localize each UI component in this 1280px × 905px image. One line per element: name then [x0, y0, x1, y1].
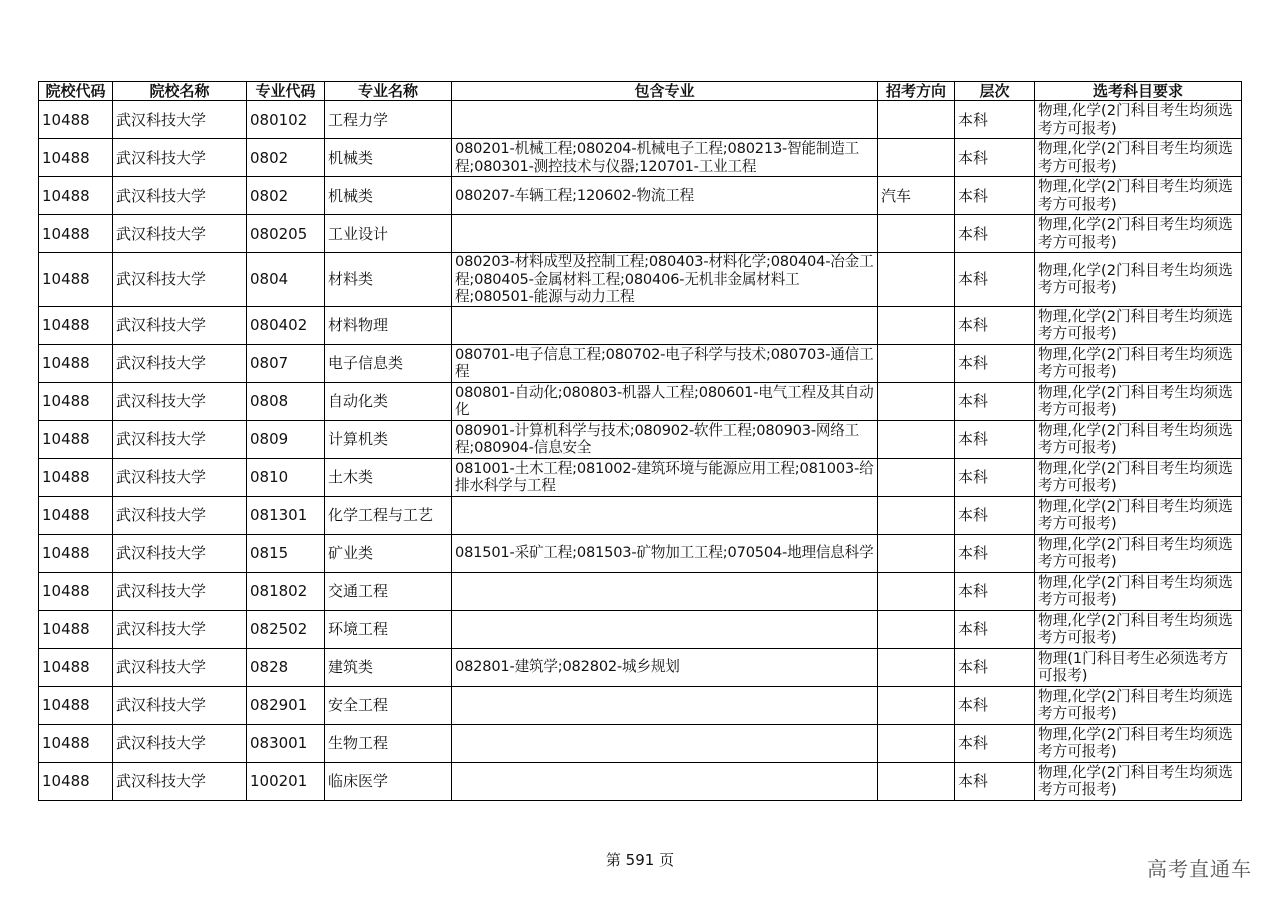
subject-requirement-cell: 物理,化学(2门科目考生均须选考方可报考) — [1035, 496, 1242, 534]
direction-cell — [878, 139, 955, 177]
level-cell: 本科 — [955, 648, 1035, 686]
direction-cell: 汽车 — [878, 177, 955, 215]
direction-cell — [878, 496, 955, 534]
school-name-cell: 武汉科技大学 — [113, 177, 247, 215]
included-majors-cell: 080901-计算机科学与技术;080902-软件工程;080903-网络工程;080904-信息安全 — [452, 420, 878, 458]
school-name-cell: 武汉科技大学 — [113, 724, 247, 762]
major-name-cell: 自动化类 — [325, 382, 452, 420]
watermark-text: 高考直通车 — [1147, 857, 1252, 881]
header-direction: 招考方向 — [878, 82, 955, 101]
table-row — [39, 215, 1242, 253]
header-major-name: 专业名称 — [325, 82, 452, 101]
school-name-cell: 武汉科技大学 — [113, 253, 247, 307]
school-code-cell: 10488 — [39, 610, 113, 648]
direction-cell — [878, 101, 955, 139]
table-row — [39, 253, 1242, 307]
table-row — [39, 572, 1242, 610]
school-name-cell: 武汉科技大学 — [113, 648, 247, 686]
school-code-cell: 10488 — [39, 572, 113, 610]
direction-cell — [878, 215, 955, 253]
school-code-cell: 10488 — [39, 686, 113, 724]
school-name-cell: 武汉科技大学 — [113, 496, 247, 534]
school-code-cell: 10488 — [39, 648, 113, 686]
major-code-cell: 0809 — [247, 420, 325, 458]
school-name-cell: 武汉科技大学 — [113, 344, 247, 382]
level-cell: 本科 — [955, 686, 1035, 724]
major-name-cell: 计算机类 — [325, 420, 452, 458]
page-number: 第 591 页 — [605, 851, 675, 869]
header-included-majors: 包含专业 — [452, 82, 878, 101]
major-code-cell: 080205 — [247, 215, 325, 253]
level-cell: 本科 — [955, 215, 1035, 253]
school-code-cell: 10488 — [39, 139, 113, 177]
table-row — [39, 534, 1242, 572]
direction-cell — [878, 420, 955, 458]
subject-requirement-cell: 物理,化学(2门科目考生均须选考方可报考) — [1035, 139, 1242, 177]
major-code-cell: 0804 — [247, 253, 325, 307]
subject-requirement-cell: 物理,化学(2门科目考生均须选考方可报考) — [1035, 534, 1242, 572]
school-code-cell: 10488 — [39, 215, 113, 253]
table-row — [39, 420, 1242, 458]
table-row — [39, 762, 1242, 800]
level-cell: 本科 — [955, 306, 1035, 344]
school-name-cell: 武汉科技大学 — [113, 458, 247, 496]
major-name-cell: 材料类 — [325, 253, 452, 307]
major-name-cell: 机械类 — [325, 139, 452, 177]
level-cell: 本科 — [955, 610, 1035, 648]
included-majors-cell — [452, 572, 878, 610]
major-code-cell: 0802 — [247, 177, 325, 215]
school-name-cell: 武汉科技大学 — [113, 686, 247, 724]
subject-requirement-cell: 物理,化学(2门科目考生均须选考方可报考) — [1035, 762, 1242, 800]
school-code-cell: 10488 — [39, 306, 113, 344]
level-cell: 本科 — [955, 572, 1035, 610]
major-name-cell: 化学工程与工艺 — [325, 496, 452, 534]
table-row — [39, 610, 1242, 648]
school-name-cell: 武汉科技大学 — [113, 534, 247, 572]
table-body — [39, 101, 1242, 801]
table-row — [39, 177, 1242, 215]
level-cell: 本科 — [955, 458, 1035, 496]
level-cell: 本科 — [955, 496, 1035, 534]
school-name-cell: 武汉科技大学 — [113, 101, 247, 139]
level-cell: 本科 — [955, 420, 1035, 458]
included-majors-cell — [452, 496, 878, 534]
school-name-cell: 武汉科技大学 — [113, 420, 247, 458]
subject-requirement-cell: 物理,化学(2门科目考生均须选考方可报考) — [1035, 382, 1242, 420]
direction-cell — [878, 458, 955, 496]
school-code-cell: 10488 — [39, 762, 113, 800]
school-code-cell: 10488 — [39, 420, 113, 458]
school-name-cell: 武汉科技大学 — [113, 610, 247, 648]
major-name-cell: 工程力学 — [325, 101, 452, 139]
school-code-cell: 10488 — [39, 253, 113, 307]
subject-requirement-cell: 物理,化学(2门科目考生均须选考方可报考) — [1035, 458, 1242, 496]
table-row — [39, 139, 1242, 177]
direction-cell — [878, 382, 955, 420]
school-code-cell: 10488 — [39, 534, 113, 572]
header-school-code: 院校代码 — [39, 82, 113, 101]
direction-cell — [878, 762, 955, 800]
included-majors-cell: 080207-车辆工程;120602-物流工程 — [452, 177, 878, 215]
admission-table — [38, 81, 1242, 801]
direction-cell — [878, 610, 955, 648]
direction-cell — [878, 253, 955, 307]
table-row — [39, 458, 1242, 496]
included-majors-cell — [452, 610, 878, 648]
table-row — [39, 686, 1242, 724]
school-code-cell: 10488 — [39, 496, 113, 534]
major-code-cell: 0807 — [247, 344, 325, 382]
school-name-cell: 武汉科技大学 — [113, 139, 247, 177]
direction-cell — [878, 306, 955, 344]
direction-cell — [878, 648, 955, 686]
subject-requirement-cell: 物理,化学(2门科目考生均须选考方可报考) — [1035, 610, 1242, 648]
major-code-cell: 100201 — [247, 762, 325, 800]
subject-requirement-cell: 物理,化学(2门科目考生均须选考方可报考) — [1035, 420, 1242, 458]
major-name-cell: 电子信息类 — [325, 344, 452, 382]
subject-requirement-cell: 物理,化学(2门科目考生均须选考方可报考) — [1035, 253, 1242, 307]
major-code-cell: 080102 — [247, 101, 325, 139]
included-majors-cell: 080801-自动化;080803-机器人工程;080601-电气工程及其自动化 — [452, 382, 878, 420]
direction-cell — [878, 534, 955, 572]
major-code-cell: 083001 — [247, 724, 325, 762]
level-cell: 本科 — [955, 177, 1035, 215]
direction-cell — [878, 724, 955, 762]
school-name-cell: 武汉科技大学 — [113, 306, 247, 344]
major-name-cell: 工业设计 — [325, 215, 452, 253]
school-code-cell: 10488 — [39, 382, 113, 420]
major-name-cell: 生物工程 — [325, 724, 452, 762]
subject-requirement-cell: 物理,化学(2门科目考生均须选考方可报考) — [1035, 344, 1242, 382]
table-row — [39, 382, 1242, 420]
header-major-code: 专业代码 — [247, 82, 325, 101]
school-code-cell: 10488 — [39, 724, 113, 762]
level-cell: 本科 — [955, 253, 1035, 307]
included-majors-cell — [452, 306, 878, 344]
major-code-cell: 0802 — [247, 139, 325, 177]
subject-requirement-cell: 物理,化学(2门科目考生均须选考方可报考) — [1035, 572, 1242, 610]
header-row — [39, 82, 1242, 101]
school-code-cell: 10488 — [39, 177, 113, 215]
major-name-cell: 材料物理 — [325, 306, 452, 344]
included-majors-cell: 080201-机械工程;080204-机械电子工程;080213-智能制造工程;080301-测控技术与仪器;120701-工业工程 — [452, 139, 878, 177]
level-cell: 本科 — [955, 344, 1035, 382]
direction-cell — [878, 344, 955, 382]
school-name-cell: 武汉科技大学 — [113, 382, 247, 420]
subject-requirement-cell: 物理,化学(2门科目考生均须选考方可报考) — [1035, 686, 1242, 724]
included-majors-cell: 080203-材料成型及控制工程;080403-材料化学;080404-冶金工程;080405-金属材料工程;080406-无机非金属材料工程;080501-能源与动力工程 — [452, 253, 878, 307]
major-code-cell: 081301 — [247, 496, 325, 534]
major-name-cell: 环境工程 — [325, 610, 452, 648]
subject-requirement-cell: 物理,化学(2门科目考生均须选考方可报考) — [1035, 177, 1242, 215]
subject-requirement-cell: 物理,化学(2门科目考生均须选考方可报考) — [1035, 724, 1242, 762]
subject-requirement-cell: 物理,化学(2门科目考生均须选考方可报考) — [1035, 306, 1242, 344]
included-majors-cell — [452, 762, 878, 800]
table-row — [39, 724, 1242, 762]
included-majors-cell: 080701-电子信息工程;080702-电子科学与技术;080703-通信工程 — [452, 344, 878, 382]
subject-requirement-cell: 物理(1门科目考生必须选考方可报考) — [1035, 648, 1242, 686]
header-subject-requirement: 选考科目要求 — [1035, 82, 1242, 101]
included-majors-cell: 082801-建筑学;082802-城乡规划 — [452, 648, 878, 686]
major-name-cell: 机械类 — [325, 177, 452, 215]
major-name-cell: 建筑类 — [325, 648, 452, 686]
subject-requirement-cell: 物理,化学(2门科目考生均须选考方可报考) — [1035, 215, 1242, 253]
included-majors-cell — [452, 101, 878, 139]
level-cell: 本科 — [955, 382, 1035, 420]
included-majors-cell — [452, 215, 878, 253]
header-school-name: 院校名称 — [113, 82, 247, 101]
table-row — [39, 306, 1242, 344]
major-code-cell: 082901 — [247, 686, 325, 724]
table-row — [39, 344, 1242, 382]
level-cell: 本科 — [955, 724, 1035, 762]
level-cell: 本科 — [955, 762, 1035, 800]
direction-cell — [878, 686, 955, 724]
major-code-cell: 0808 — [247, 382, 325, 420]
major-code-cell: 081802 — [247, 572, 325, 610]
level-cell: 本科 — [955, 534, 1035, 572]
included-majors-cell: 081001-土木工程;081002-建筑环境与能源应用工程;081003-给排水科学与工程 — [452, 458, 878, 496]
table-row — [39, 648, 1242, 686]
level-cell: 本科 — [955, 101, 1035, 139]
major-code-cell: 080402 — [247, 306, 325, 344]
school-code-cell: 10488 — [39, 458, 113, 496]
included-majors-cell — [452, 724, 878, 762]
school-code-cell: 10488 — [39, 344, 113, 382]
table-row — [39, 101, 1242, 139]
level-cell: 本科 — [955, 139, 1035, 177]
subject-requirement-cell: 物理,化学(2门科目考生均须选考方可报考) — [1035, 101, 1242, 139]
major-code-cell: 082502 — [247, 610, 325, 648]
major-name-cell: 土木类 — [325, 458, 452, 496]
major-code-cell: 0815 — [247, 534, 325, 572]
school-name-cell: 武汉科技大学 — [113, 215, 247, 253]
included-majors-cell: 081501-采矿工程;081503-矿物加工工程;070504-地理信息科学 — [452, 534, 878, 572]
major-name-cell: 交通工程 — [325, 572, 452, 610]
school-name-cell: 武汉科技大学 — [113, 762, 247, 800]
school-name-cell: 武汉科技大学 — [113, 572, 247, 610]
major-name-cell: 矿业类 — [325, 534, 452, 572]
direction-cell — [878, 572, 955, 610]
school-code-cell: 10488 — [39, 101, 113, 139]
table-row — [39, 496, 1242, 534]
included-majors-cell — [452, 686, 878, 724]
major-name-cell: 临床医学 — [325, 762, 452, 800]
major-code-cell: 0810 — [247, 458, 325, 496]
header-level: 层次 — [955, 82, 1035, 101]
major-name-cell: 安全工程 — [325, 686, 452, 724]
major-code-cell: 0828 — [247, 648, 325, 686]
